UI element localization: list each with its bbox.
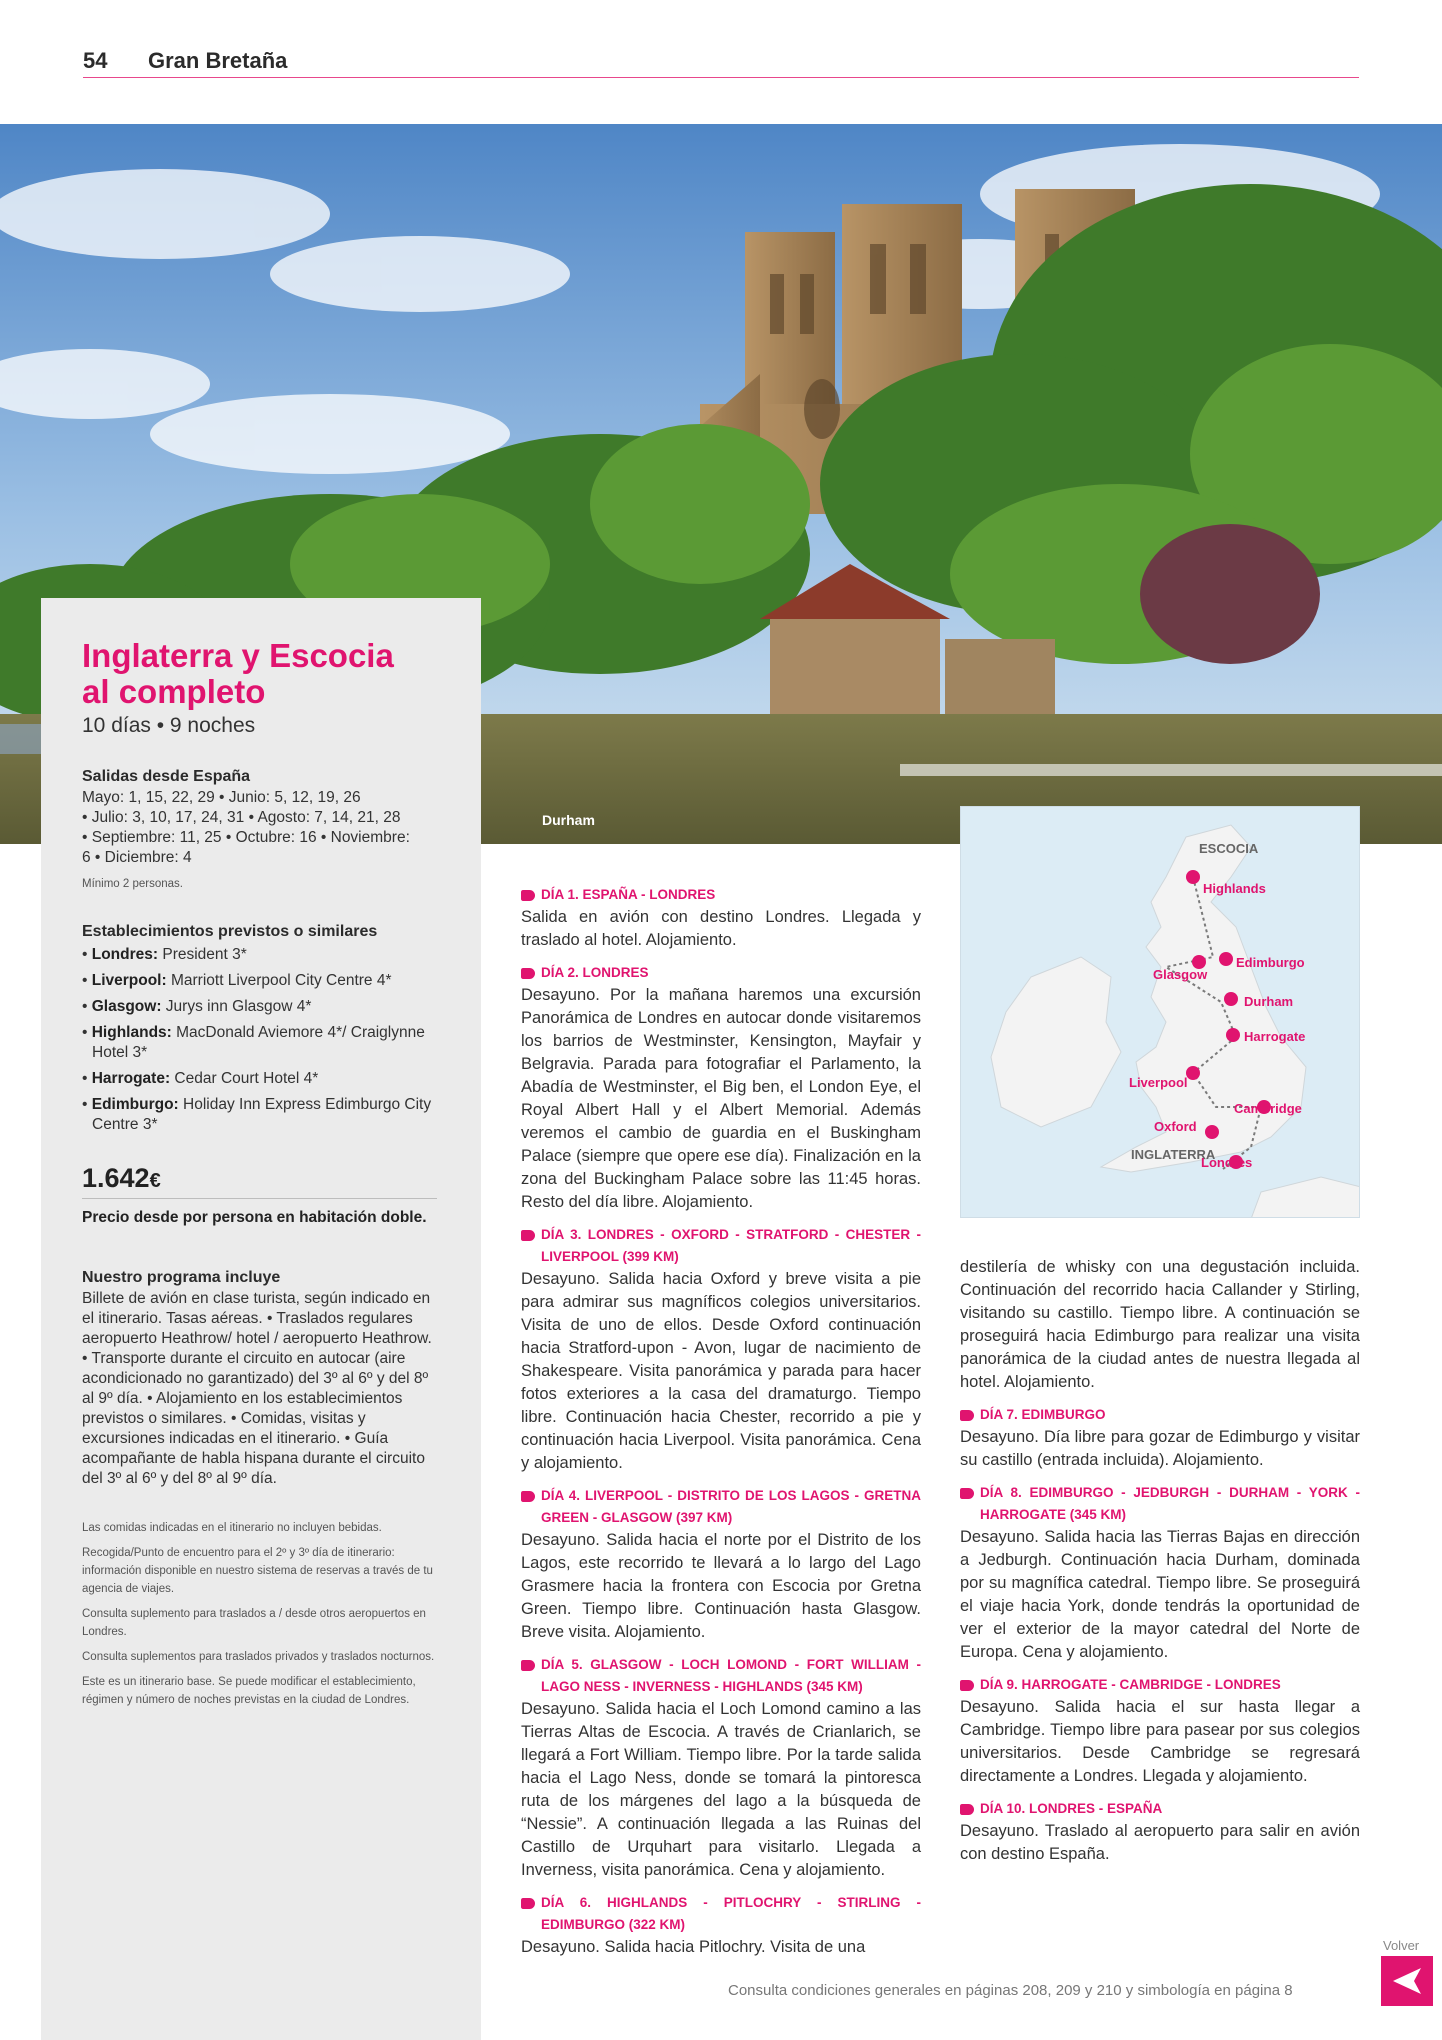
page-header [83, 46, 1359, 78]
trip-title-line1: Inglaterra y Escocia [82, 637, 394, 674]
day-text: Desayuno. Salida hacia las Tierras Bajas en dirección a Jedburgh. Continuación hacia Durham, dominada por su magnífica catedral. Tiempo libre. Se proseguirá el viaje hacia York, donde tendrás la oportunidad de ver el exterior de la mayor catedral del Norte de Europa. Cena y alojamiento. [960, 1528, 1360, 1661]
route-map [960, 806, 1360, 1218]
section-title: Gran Bretaña [148, 48, 288, 73]
price-block [82, 1163, 437, 1194]
page-number: 54 [83, 48, 108, 73]
marker-edimburgo [1219, 952, 1233, 966]
departures-line4: 6 • Diciembre: 4 [82, 849, 192, 866]
day-text: Desayuno. Día libre para gozar de Edimburgo y visitar su castillo (entrada incluida). Alojamiento. [960, 1428, 1360, 1469]
price-currency: € [149, 1170, 161, 1192]
map-label-cambridge: Cambridge [1234, 1101, 1302, 1116]
conditions-note: Consulta condiciones generales en páginas 208, 209 y 210 y simbología en página 8 [728, 1982, 1293, 1999]
trip-title [82, 638, 437, 710]
map-label-inglaterra: INGLATERRA [1131, 1147, 1216, 1162]
day-heading: DÍA 7. EDIMBURGO [960, 1404, 1360, 1426]
day-text: Desayuno. Salida hacia Pitlochry. Visita de una [521, 1938, 866, 1956]
itinerary-day-4 [521, 1485, 921, 1644]
day-text: Desayuno. Salida hacia el norte por el Distrito de los Lagos, este recorrido te llevará a lo largo del Lago Grasmere hacia la frontera con Escocia por Gretna Green. Tiempo libre. Continuación hasta Glasgow. Breve visita. Alojamiento. [521, 1531, 921, 1641]
itinerary-day-3 [521, 1224, 921, 1475]
itinerary-day-5 [521, 1654, 921, 1882]
back-arrow-icon [1381, 1956, 1433, 2006]
itinerary-day-10 [960, 1798, 1360, 1866]
map-label-harrogate: Harrogate [1244, 1029, 1306, 1044]
back-button[interactable] [1381, 1956, 1433, 2006]
itinerary-column-2 [960, 1256, 1360, 1876]
day-heading: DÍA 9. HARROGATE - CAMBRIDGE - LONDRES [960, 1674, 1360, 1696]
map-label-oxford: Oxford [1154, 1119, 1197, 1134]
map-label-liverpool: Liverpool [1129, 1075, 1188, 1090]
departures-heading: Salidas desde España [82, 768, 251, 785]
hotel-item-highlands: • Highlands: MacDonald Aviemore 4*/ Craiglynne Hotel 3* [82, 1023, 437, 1063]
day-text: Desayuno. Salida hacia el sur hasta llegar a Cambridge. Tiempo libre para pasear por sus colegios universitarios. Desde Cambridge se regresará directamente a Londres. Llegada y alojamiento. [960, 1698, 1360, 1785]
footnote: Consulta suplementos para traslados privados y traslados nocturnos. [82, 1651, 435, 1663]
day-heading: DÍA 1. ESPAÑA - LONDRES [521, 884, 921, 906]
footnotes [82, 1519, 437, 1709]
trip-duration: 10 días • 9 noches [82, 714, 256, 737]
itinerary-day-2 [521, 962, 921, 1214]
program-heading: Nuestro programa incluye [82, 1269, 281, 1286]
price-divider [82, 1198, 437, 1199]
itinerary-column-1 [521, 884, 921, 1969]
day-heading: DÍA 3. LONDRES - OXFORD - STRATFORD - CHESTER - LIVERPOOL (399 KM) [521, 1224, 921, 1268]
france-landmass [1251, 1177, 1360, 1218]
day-text: Desayuno. Salida hacia el Loch Lomond camino a las Tierras Altas de Escocia. A través de Crianlarich, se llegará a Fort William. Tiempo libre. Por la tarde salida hacia el Lago Ness, donde se tomará la pintoresca ruta de los márgenes del lago a la búsqueda de “Nessie”. A continuación llegada a las Ruinas del Castillo de Urquhart para visitarlo. Llegada a Inverness, visita panorámica. Cena y alojamiento. [521, 1700, 921, 1879]
itinerary-day-7 [960, 1404, 1360, 1472]
info-panel-content [82, 638, 437, 1716]
marker-harrogate [1226, 1028, 1240, 1042]
map-label-escocia: ESCOCIA [1199, 841, 1259, 856]
footnote: Las comidas indicadas en el itinerario no incluyen bebidas. [82, 1522, 382, 1534]
day-text: destilería de whisky con una degustación incluida. Continuación del recorrido hacia Callander y Stirling, visitando su castillo. Tiempo libre. A continuación se proseguirá hacia Edimburgo para realizar una visita panorámica de la ciudad antes de nuestra llegada al hotel. Alojamiento. [960, 1258, 1360, 1391]
itinerary-day-6-continued [960, 1256, 1360, 1394]
hotel-list [82, 945, 437, 1135]
day-heading: DÍA 10. LONDRES - ESPAÑA [960, 1798, 1360, 1820]
back-label: Volver [1383, 1938, 1420, 1953]
day-heading: DÍA 2. LONDRES [521, 962, 921, 984]
day-heading: DÍA 4. LIVERPOOL - DISTRITO DE LOS LAGOS - GRETNA GREEN - GLASGOW (397 KM) [521, 1485, 921, 1529]
info-panel [41, 598, 481, 2040]
hotel-item-liverpool: • Liverpool: Marriott Liverpool City Centre 4* [82, 971, 437, 991]
price-amount: 1.642 [82, 1163, 150, 1193]
map-label-edimburgo: Edimburgo [1236, 955, 1305, 970]
hotel-item-harrogate: • Harrogate: Cedar Court Hotel 4* [82, 1069, 437, 1089]
marker-oxford [1205, 1125, 1219, 1139]
program-text: Billete de avión en clase turista, según indicado en el itinerario. Tasas aéreas. • Traslados regulares aeropuerto Heathrow/ hotel / aeropuerto Heathrow. • Transporte durante el circuito en autocar (aire acondicionado no garantizado) del 3º al 6º y del 8º al 9º día. • Alojamiento en los establecimientos previstos o similares. • Comidas, visitas y excursiones indicadas en el itinerario. • Guía acompañante de habla hispana durante el circuito del 3º al 6º y del 8º al 9º día. [82, 1290, 432, 1487]
map-label-glasgow: Glasgow [1153, 967, 1208, 982]
day-text: Desayuno. Por la mañana haremos una excursión Panorámica de Londres en autocar donde visitaremos los barrios de Westminster, Kensington, Mayfair y Belgravia. Parada para fotografiar el Parlamento, la Abadía de Westminster, el Big ben, el London Eye, el Royal Albert Hall y el Albert Memorial. Además veremos el cambio de guardia en el Buskingham Palace (siempre que opere ese día). Finalización en la zona del Buckingham Palace sobre las 11:45 horas. Resto del día libre. Alojamiento. [521, 986, 921, 1211]
itinerary-day-8 [960, 1482, 1360, 1664]
departures-line2: • Julio: 3, 10, 17, 24, 31 • Agosto: 7, 14, 21, 28 [82, 809, 401, 826]
departures-line3: • Septiembre: 11, 25 • Octubre: 16 • Noviembre: [82, 829, 410, 846]
itinerary-day-6 [521, 1892, 921, 1959]
map-label-durham: Durham [1244, 994, 1294, 1009]
hotel-item-glasgow: • Glasgow: Jurys inn Glasgow 4* [82, 997, 437, 1017]
departures-line1: Mayo: 1, 15, 22, 29 • Junio: 5, 12, 19, 26 [82, 789, 361, 806]
departures-dates [82, 788, 437, 868]
day-heading: DÍA 8. EDIMBURGO - JEDBURGH - DURHAM - YORK - HARROGATE (345 KM) [960, 1482, 1360, 1526]
footnote: Este es un itinerario base. Se puede modificar el establecimiento, régimen y número de noches previstas en la ciudad de Londres. [82, 1676, 416, 1706]
map-label-highlands: Highlands [1203, 881, 1266, 896]
map-label-londres: Londres [1201, 1155, 1253, 1170]
day-text: Salida en avión con destino Londres. Llegada y traslado al hotel. Alojamiento. [521, 908, 921, 949]
footnote: Consulta suplemento para traslados a / desde otros aeropuertos en Londres. [82, 1608, 426, 1638]
footnote: Recogida/Punto de encuentro para el 2º y 3º día de itinerario: información disponible en nuestro sistema de reservas a través de tu agencia de viajes. [82, 1547, 433, 1595]
day-text: Desayuno. Salida hacia Oxford y breve visita a pie para admirar sus magníficos colegios universitarios. Visita de uno de ellos. Desde Oxford continuación hacia Stratford-upon - Avon, lugar de nacimiento de Shakespeare. Visita panorámica y parada para hacer fotos exteriores a la casa del dramaturgo. Tiempo libre. Continuación hacia Chester, recorrido a pie y continuación hacia Liverpool. Visita panorámica. Cena y alojamiento. [521, 1270, 921, 1472]
min-people-note: Mínimo 2 personas. [82, 878, 183, 890]
marker-liverpool [1186, 1066, 1200, 1080]
itinerary-day-1 [521, 884, 921, 952]
hotels-heading: Establecimientos previstos o similares [82, 923, 378, 940]
ireland-landmass [991, 957, 1121, 1127]
hotel-item-londres: • Londres: President 3* [82, 945, 437, 965]
price-note: Precio desde por persona en habitación doble. [82, 1209, 427, 1226]
itinerary-day-9 [960, 1674, 1360, 1788]
hotel-item-edimburgo: • Edimburgo: Holiday Inn Express Edimburgo City Centre 3* [82, 1095, 437, 1135]
marker-durham [1224, 992, 1238, 1006]
photo-caption: Durham [542, 812, 595, 828]
marker-highlands [1186, 870, 1200, 884]
day-heading: DÍA 5. GLASGOW - LOCH LOMOND - FORT WILLIAM - LAGO NESS - INVERNESS - HIGHLANDS (345 KM) [521, 1654, 921, 1698]
day-heading: DÍA 6. HIGHLANDS - PITLOCHRY - STIRLING - EDIMBURGO (322 KM) [521, 1892, 921, 1936]
day-text: Desayuno. Traslado al aeropuerto para salir en avión con destino España. [960, 1822, 1360, 1863]
trip-title-line2: al completo [82, 673, 266, 710]
